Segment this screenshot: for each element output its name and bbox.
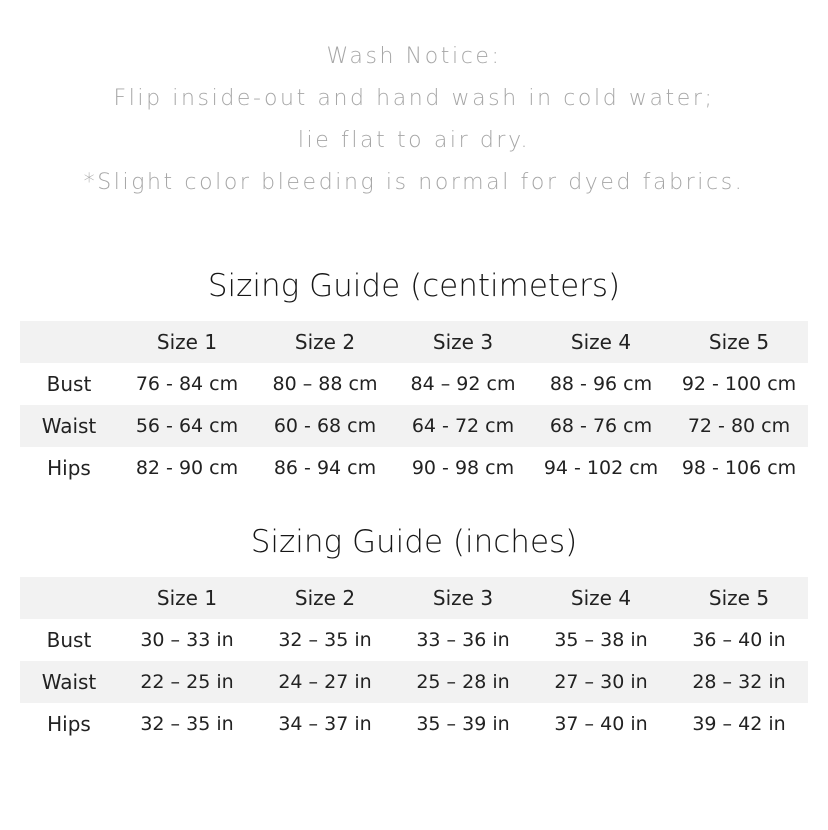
wash-notice — [0, 36, 828, 204]
table-row — [20, 661, 808, 703]
table-cell: 80 – 88 cm — [272, 373, 378, 395]
sizing-table-cm — [20, 321, 808, 489]
column-header: Size 4 — [532, 577, 670, 619]
table-row — [20, 703, 808, 745]
table-cell: 72 - 80 cm — [670, 405, 808, 447]
table-cell: 90 - 98 cm — [411, 457, 515, 479]
row-label: Waist — [20, 405, 118, 447]
table-cell: 84 – 92 cm — [410, 373, 516, 395]
column-header: Size 2 — [256, 577, 394, 619]
table-cell: 64 - 72 cm — [394, 405, 532, 447]
row-label: Hips — [47, 456, 91, 480]
table-cell: 32 – 35 in — [140, 713, 234, 735]
table-header-row — [20, 577, 808, 619]
table-cell: 82 - 90 cm — [135, 457, 239, 479]
table-cell: 92 - 100 cm — [681, 373, 797, 395]
table-cell: 35 – 38 in — [554, 629, 648, 651]
table-cell: 39 – 42 in — [692, 713, 786, 735]
row-label: Hips — [47, 712, 91, 736]
sizing-guide-cm-title: Sizing Guide (centimeters) — [207, 268, 621, 304]
sizing-guide-in-title: Sizing Guide (inches) — [250, 524, 578, 560]
table-row — [20, 363, 808, 405]
table-cell: 88 - 96 cm — [549, 373, 653, 395]
table-cell: 37 – 40 in — [554, 713, 648, 735]
table-row — [20, 447, 808, 489]
table-cell: 68 - 76 cm — [532, 405, 670, 447]
column-header: Size 4 — [532, 321, 670, 363]
wash-notice-disclaimer: *Slight color bleeding is normal for dyed fabrics. — [83, 170, 745, 195]
column-header: Size 2 — [256, 321, 394, 363]
table-row — [20, 405, 808, 447]
wash-notice-heading: Wash Notice: — [326, 44, 502, 69]
column-header: Size 5 — [670, 577, 808, 619]
row-label: Waist — [20, 661, 118, 703]
column-header: Size 1 — [118, 577, 256, 619]
table-cell: 28 – 32 in — [670, 661, 808, 703]
sizing-table-in — [20, 577, 808, 745]
corner-cell — [20, 321, 118, 363]
table-cell: 27 – 30 in — [532, 661, 670, 703]
table-cell: 94 - 102 cm — [543, 457, 659, 479]
wash-notice-instruction: Flip inside-out and hand wash in cold water; — [113, 86, 715, 111]
column-header: Size 1 — [118, 321, 256, 363]
table-cell: 22 – 25 in — [118, 661, 256, 703]
table-cell: 24 – 27 in — [256, 661, 394, 703]
table-cell: 34 – 37 in — [278, 713, 372, 735]
column-header: Size 3 — [394, 577, 532, 619]
table-cell: 86 - 94 cm — [273, 457, 377, 479]
table-row — [20, 619, 808, 661]
table-cell: 25 – 28 in — [394, 661, 532, 703]
table-cell: 60 - 68 cm — [256, 405, 394, 447]
table-cell: 76 - 84 cm — [135, 373, 239, 395]
table-header-row — [20, 321, 808, 363]
table-cell: 36 – 40 in — [692, 629, 786, 651]
table-cell: 98 - 106 cm — [681, 457, 797, 479]
row-label: Bust — [46, 628, 92, 652]
column-header: Size 5 — [670, 321, 808, 363]
corner-cell — [20, 577, 118, 619]
wash-notice-drying: lie flat to air dry. — [297, 128, 531, 153]
table-cell: 56 - 64 cm — [118, 405, 256, 447]
table-cell: 32 – 35 in — [278, 629, 372, 651]
table-cell: 30 – 33 in — [140, 629, 234, 651]
table-cell: 33 – 36 in — [416, 629, 510, 651]
row-label: Bust — [46, 372, 92, 396]
column-header: Size 3 — [394, 321, 532, 363]
table-cell: 35 – 39 in — [416, 713, 510, 735]
